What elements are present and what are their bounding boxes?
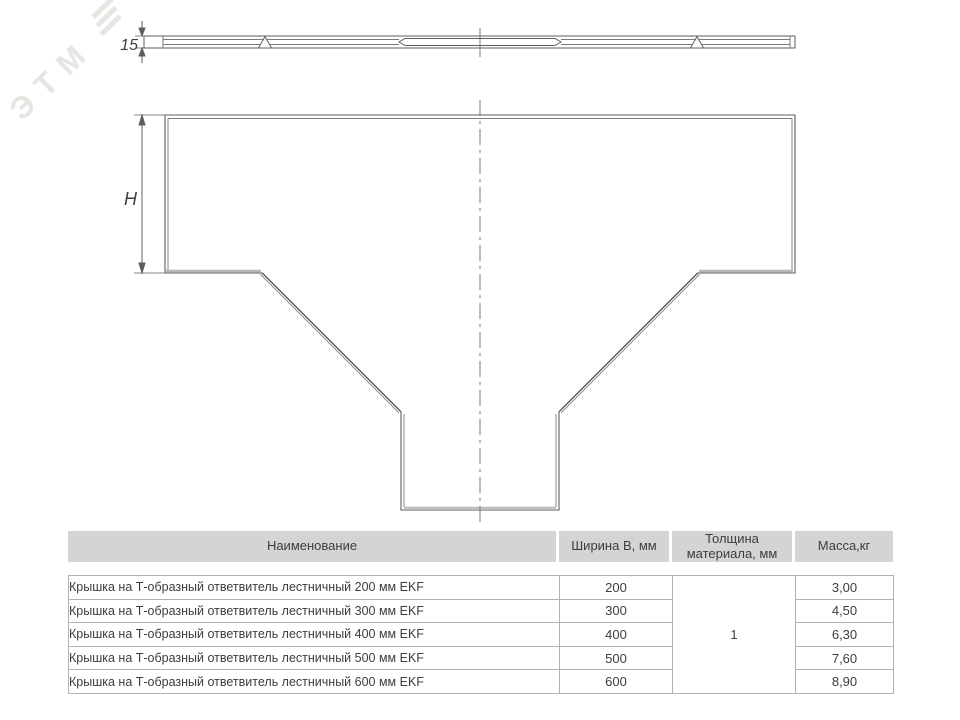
product-width: 400 (560, 623, 673, 647)
table-row (69, 576, 894, 600)
tee-cover-plan-view (165, 100, 795, 524)
product-name: Крышка на Т-образный ответвитель лестничный 200 мм EKF (69, 576, 560, 600)
header-thickness: Толщина материала, мм (672, 531, 792, 562)
header-mass: Масса,кг (795, 531, 893, 562)
product-mass: 6,30 (796, 623, 894, 647)
header-width: Ширина B, мм (559, 531, 669, 562)
etm-logo-bars-icon (89, 0, 125, 34)
dimension-h (124, 115, 165, 273)
profile-side-view (144, 28, 795, 57)
spec-table (68, 531, 893, 694)
dim-h-label: H (124, 189, 137, 209)
header-name: Наименование (68, 531, 556, 562)
watermark-text: ЭТМ (2, 30, 101, 128)
product-name: Крышка на Т-образный ответвитель лестничный 600 мм EKF (69, 670, 560, 694)
product-width: 600 (560, 670, 673, 694)
product-mass: 3,00 (796, 576, 894, 600)
product-mass: 8,90 (796, 670, 894, 694)
spec-table-body (68, 575, 894, 694)
dim-15-label: 15 (120, 37, 138, 54)
product-mass: 7,60 (796, 646, 894, 670)
product-name: Крышка на Т-образный ответвитель лестничный 500 мм EKF (69, 646, 560, 670)
product-mass: 4,50 (796, 599, 894, 623)
product-width: 300 (560, 599, 673, 623)
product-width: 500 (560, 646, 673, 670)
product-width: 200 (560, 576, 673, 600)
product-name: Крышка на Т-образный ответвитель лестничный 400 мм EKF (69, 623, 560, 647)
etm-watermark-icon (3, 0, 135, 127)
product-name: Крышка на Т-образный ответвитель лестничный 300 мм EKF (69, 599, 560, 623)
spec-table-header (68, 531, 893, 562)
material-thickness: 1 (673, 576, 796, 694)
